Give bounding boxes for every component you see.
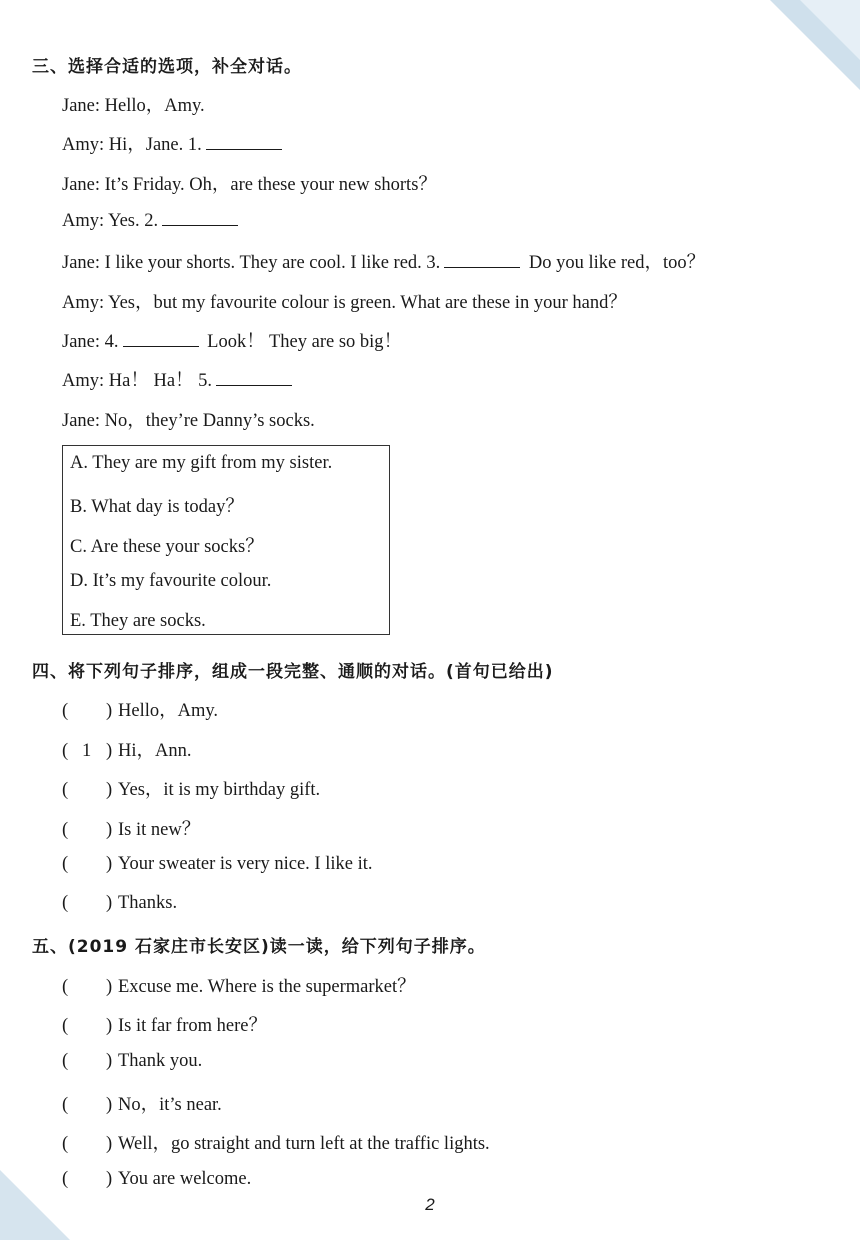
dialogue-line: Jane: 4. Look！ They are so big！: [62, 332, 403, 352]
answer-blank-4[interactable]: [123, 330, 199, 347]
options-box: [62, 445, 390, 635]
order-item: ( ) Excuse me. Where is the supermarket？: [62, 977, 416, 997]
option-a: A. They are my gift from my sister.: [70, 453, 333, 473]
order-answer-slot[interactable]: (: [62, 820, 78, 840]
order-answer-slot[interactable]: (: [62, 854, 78, 874]
order-item: ( ) No，it’s near.: [62, 1095, 222, 1115]
order-item: ( ) Yes，it is my birthday gift.: [62, 780, 321, 800]
order-answer-slot[interactable]: (: [62, 1051, 78, 1071]
dialogue-line: Amy: Yes，but my favourite colour is green. What are these in your hand？: [62, 293, 627, 313]
order-item: ( ) Your sweater is very nice. I like it.: [62, 854, 373, 874]
corner-decoration-top-right-light: [800, 0, 860, 60]
section3-heading: 三、选择合适的选项，补全对话。: [32, 57, 302, 77]
dialogue-line: Jane: It’s Friday. Oh，are these your new shorts？: [62, 175, 437, 195]
option-c: C. Are these your socks？: [70, 537, 264, 557]
order-answer-slot[interactable]: (: [62, 701, 78, 721]
order-answer-slot[interactable]: (: [62, 1169, 78, 1189]
answer-blank-1[interactable]: [206, 133, 282, 150]
answer-blank-3[interactable]: [444, 251, 520, 268]
order-item: ( ) Is it far from here？: [62, 1016, 267, 1036]
page-number: 2: [425, 1195, 435, 1214]
order-answer-slot: ( 1: [62, 741, 92, 761]
order-answer-slot[interactable]: (: [62, 1016, 78, 1036]
dialogue-line: Amy: Yes. 2.: [62, 209, 242, 232]
dialogue-line: Jane: Hello，Amy.: [62, 96, 205, 116]
section4-heading: 四、将下列句子排序，组成一段完整、通顺的对话。(首句已给出): [32, 662, 554, 682]
order-item: ( 1 ) Hi，Ann.: [62, 741, 192, 761]
order-item: ( ) You are welcome.: [62, 1169, 252, 1189]
answer-blank-5[interactable]: [216, 369, 292, 386]
order-answer-slot[interactable]: (: [62, 977, 78, 997]
option-d: D. It’s my favourite colour.: [70, 571, 272, 591]
order-answer-slot[interactable]: (: [62, 780, 78, 800]
answer-blank-2[interactable]: [162, 209, 238, 226]
option-b: B. What day is today？: [70, 497, 244, 517]
dialogue-line: Amy: Ha！ Ha！ 5.: [62, 366, 296, 392]
order-item: ( ) Is it new？: [62, 820, 201, 840]
order-item: ( ) Hello，Amy.: [62, 701, 219, 721]
order-answer-slot[interactable]: (: [62, 893, 78, 913]
dialogue-line: Amy: Hi，Jane. 1.: [62, 130, 286, 156]
option-e: E. They are socks.: [70, 611, 206, 631]
order-item: ( ) Well，go straight and turn left at the traffic lights.: [62, 1134, 490, 1154]
order-item: ( ) Thank you.: [62, 1051, 203, 1071]
section5-heading: 五、(2019 石家庄市长安区)读一读，给下列句子排序。: [32, 937, 486, 957]
order-item: ( ) Thanks.: [62, 893, 178, 913]
dialogue-line: Jane: No，they’re Danny’s socks.: [62, 411, 315, 431]
order-answer-slot[interactable]: (: [62, 1134, 78, 1154]
order-answer-slot[interactable]: (: [62, 1095, 78, 1115]
dialogue-line: Jane: I like your shorts. They are cool. I like red. 3. Do you like red，too？: [62, 253, 706, 273]
